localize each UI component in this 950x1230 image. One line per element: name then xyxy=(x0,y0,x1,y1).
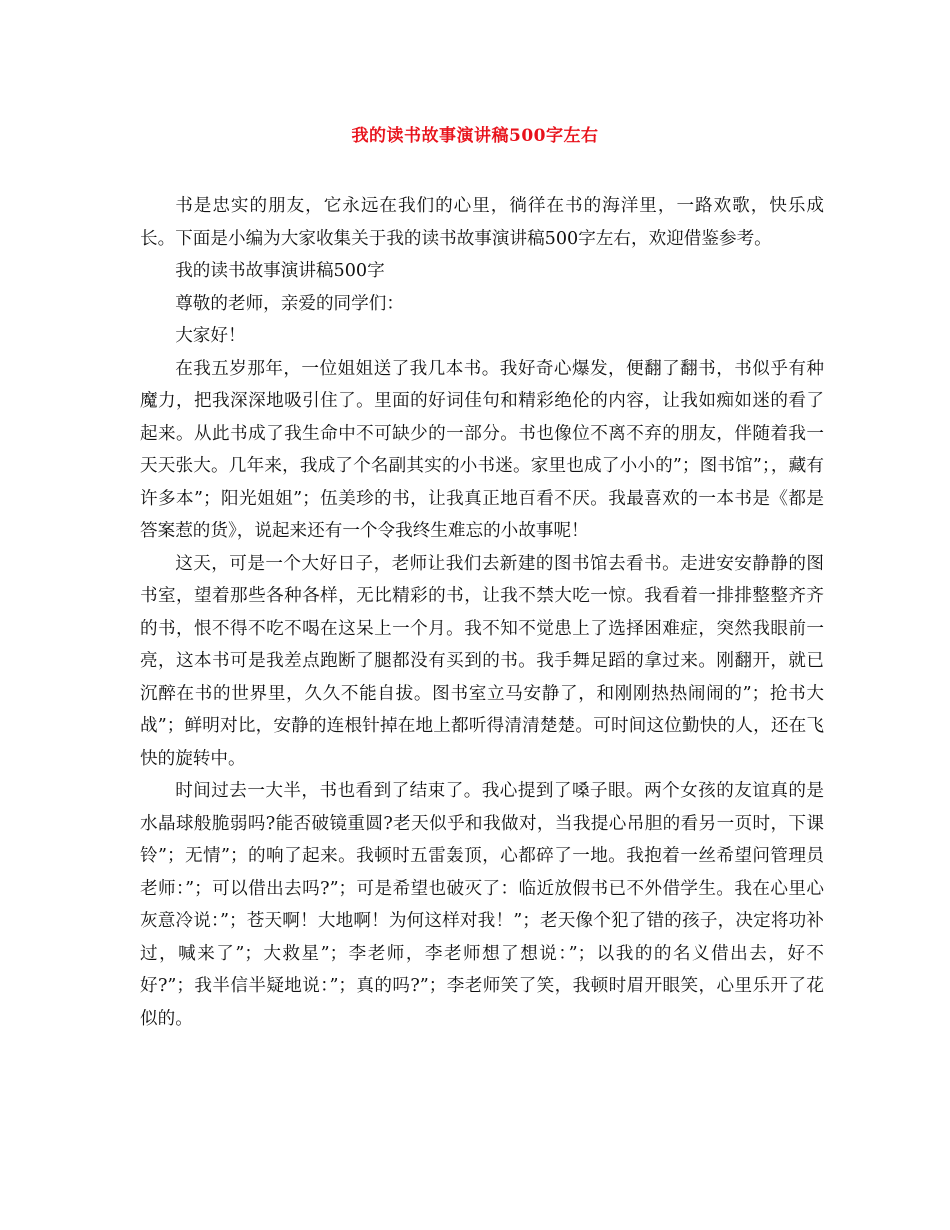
paragraph-intro: 书是忠实的朋友，它永远在我们的心里，徜徉在书的海洋里，一路欢歌，快乐成长。下面是小编为大家收集关于我的读书故事演讲稿500字左右，欢迎借鉴参考。 xyxy=(140,196,824,249)
paragraph-salutation: 尊敬的老师，亲爱的同学们： xyxy=(175,293,404,314)
paragraph-story-1: 在我五岁那年，一位姐姐送了我几本书。我好奇心爆发，便翻了翻书，书似乎有种魔力，把我深深地吸引住了。里面的好词佳句和精彩绝伦的内容，让我如痴如迷的看了起来。从此书成了我生命中不可缺少的一部分。书也像位不离不弃的朋友，伴随着我一天天张大。几年来，我成了个名副其实的小书迷。家里也成了小小的”；图书馆”；，藏有许多本”；阳光姐姐”；伍美珍的书，让我真正地百看不厌。我最喜欢的一本书是《都是答案惹的货》，说起来还有一个令我终生难忘的小故事呢！ xyxy=(140,358,824,541)
document-body xyxy=(140,190,824,1035)
paragraph-story-3: 时间过去一大半，书也看到了结束了。我心提到了嗓子眼。两个女孩的友谊真的是水晶球般脆弱吗?能否破镜重圆?老天似乎和我做对，当我提心吊胆的看另一页时，下课铃”；无情”；的响了起来。我顿时五雷轰顶，心都碎了一地。我抱着一丝希望问管理员老师：”；可以借出去吗?”；可是希望也破灭了：临近放假书已不外借学生。我在心里心灰意冷说：”；苍天啊！大地啊！为何这样对我！”；老天像个犯了错的孩子，决定将功补过，喊来了”；大救星”；李老师，李老师想了想说：”；以我的的名义借出去，好不好?”；我半信半疑地说：”；真的吗?”；李老师笑了笑，我顿时眉开眼笑，心里乐开了花似的。 xyxy=(140,781,824,1029)
paragraph-greeting: 大家好！ xyxy=(175,326,246,346)
paragraph-subtitle: 我的读书故事演讲稿500字 xyxy=(175,261,385,281)
paragraph-story-2: 这天，可是一个大好日子，老师让我们去新建的图书馆去看书。走进安安静静的图书室，望着那些各种各样，无比精彩的书，让我不禁大吃一惊。我看着一排排整整齐齐的书，恨不得不吃不喝在这呆上一个月。我不知不觉患上了选择困难症，突然我眼前一亮，这本书可是我差点跑断了腿都没有买到的书。我手舞足蹈的拿过来。刚翻开，就已沉醉在书的世界里，久久不能自拔。图书室立马安静了，和刚刚热热闹闹的”；抢书大战”；鲜明对比，安静的连根针掉在地上都听得清清楚楚。可时间这位勤快的人，还在飞快的旋转中。 xyxy=(140,553,824,769)
document-title: 我的读书故事演讲稿500字左右 xyxy=(351,126,599,146)
